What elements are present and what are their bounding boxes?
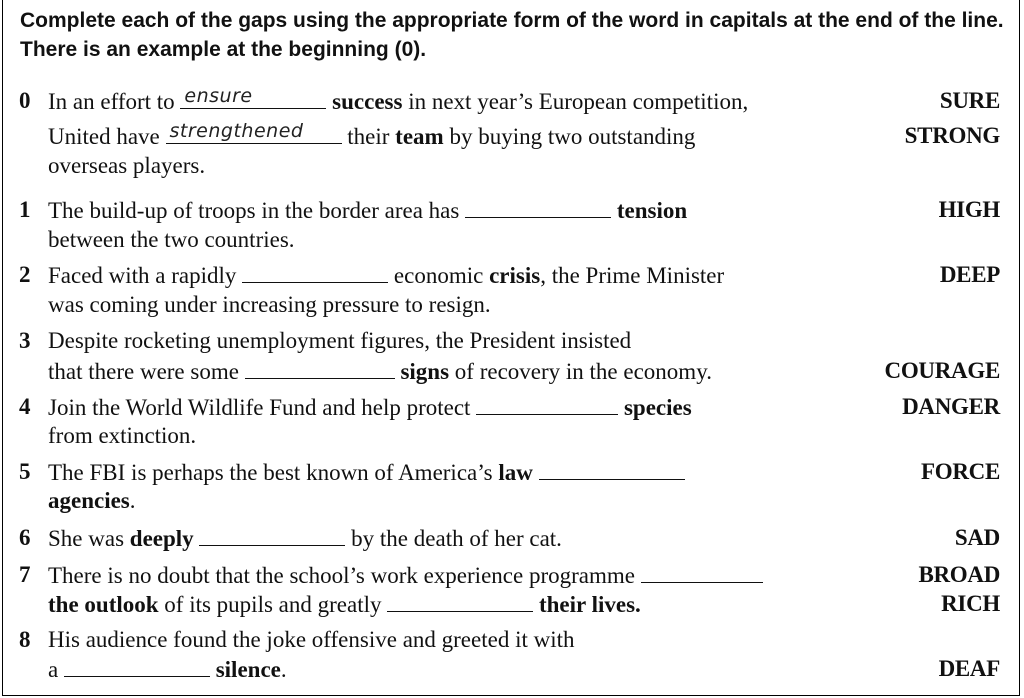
answer-gap[interactable]: [242, 260, 388, 283]
item-6-line-1: 6 She was deeply by the death of her cat. SAD: [19, 525, 1000, 551]
item-0-line-1: 0 In an effort to ensure success in next year’s European competition, SURE: [0, 86, 1024, 116]
item-number: 5: [19, 459, 31, 484]
keyword: FORCE: [920, 459, 1000, 484]
item-3-line-2: that there were some signs of recovery in the economy. COURAGE: [48, 358, 1000, 384]
keyword: COURAGE: [884, 358, 1000, 383]
item-3-line-1: 3 Despite rocketing unemployment figures, the President insisted: [0, 326, 1024, 356]
item-7-line-1: 7 There is no doubt that the school’s work experience programme BROAD: [19, 562, 1000, 588]
keyword: DEEP: [939, 262, 1000, 287]
keyword: DANGER: [902, 394, 1000, 419]
answer-gap[interactable]: [245, 356, 395, 379]
handwritten-answer: ensure: [184, 85, 253, 107]
item-number: 0: [19, 88, 31, 113]
item-0-line-2: United have strengthened their team by buying two outstanding STRONG: [0, 121, 1024, 151]
keyword: DEAF: [938, 656, 1000, 681]
keyword: SURE: [939, 88, 1000, 113]
answer-gap[interactable]: [180, 86, 326, 109]
item-number: 6: [19, 525, 31, 550]
keyword: STRONG: [904, 123, 1000, 148]
item-0-line-3: overseas players.: [48, 153, 206, 178]
answer-gap[interactable]: [199, 523, 345, 546]
item-number: 4: [19, 394, 31, 419]
item-8-line-1: 8 His audience found the joke offensive and greeted it with: [0, 625, 1024, 655]
item-number: 3: [19, 328, 31, 353]
instructions: Complete each of the gaps using the appropriate form of the word in capitals at the end of the line. There is an example at the beginning (0).: [20, 9, 1004, 61]
answer-gap[interactable]: [476, 392, 618, 415]
item-4-line-1: 4 Join the World Wildlife Fund and help protect species DANGER: [19, 394, 1000, 420]
item-7-line-2: the outlook of its pupils and greatly their lives. RICH: [48, 591, 1000, 617]
item-5-line-2: agencies.: [48, 488, 136, 513]
answer-gap[interactable]: [465, 195, 611, 218]
answer-gap[interactable]: [387, 589, 533, 612]
item-1-line-1: 1 The build-up of troops in the border area has tension HIGH: [19, 197, 1000, 223]
item-number: 2: [19, 262, 31, 287]
keyword: HIGH: [938, 197, 1000, 222]
keyword: BROAD: [918, 562, 1000, 587]
handwritten-answer: strengthened: [169, 120, 304, 142]
answer-gap[interactable]: [539, 457, 685, 480]
answer-gap[interactable]: [641, 560, 763, 583]
item-5-line-1: 5 The FBI is perhaps the best known of America’s law FORCE: [19, 459, 1000, 485]
keyword: SAD: [954, 525, 1000, 550]
item-number: 8: [19, 627, 31, 652]
item-1-line-2: between the two countries.: [48, 227, 295, 252]
item-4-line-2: from extinction.: [48, 423, 197, 448]
item-number: 7: [19, 562, 31, 587]
item-8-line-2: a silence. DEAF: [48, 656, 1000, 682]
item-number: 1: [19, 197, 31, 222]
item-2-line-2: was coming under increasing pressure to resign.: [48, 292, 491, 317]
keyword: RICH: [941, 591, 1000, 616]
answer-gap[interactable]: [64, 654, 210, 677]
answer-gap[interactable]: [166, 121, 342, 144]
item-2-line-1: 2 Faced with a rapidly economic crisis, the Prime Minister DEEP: [19, 262, 1000, 288]
